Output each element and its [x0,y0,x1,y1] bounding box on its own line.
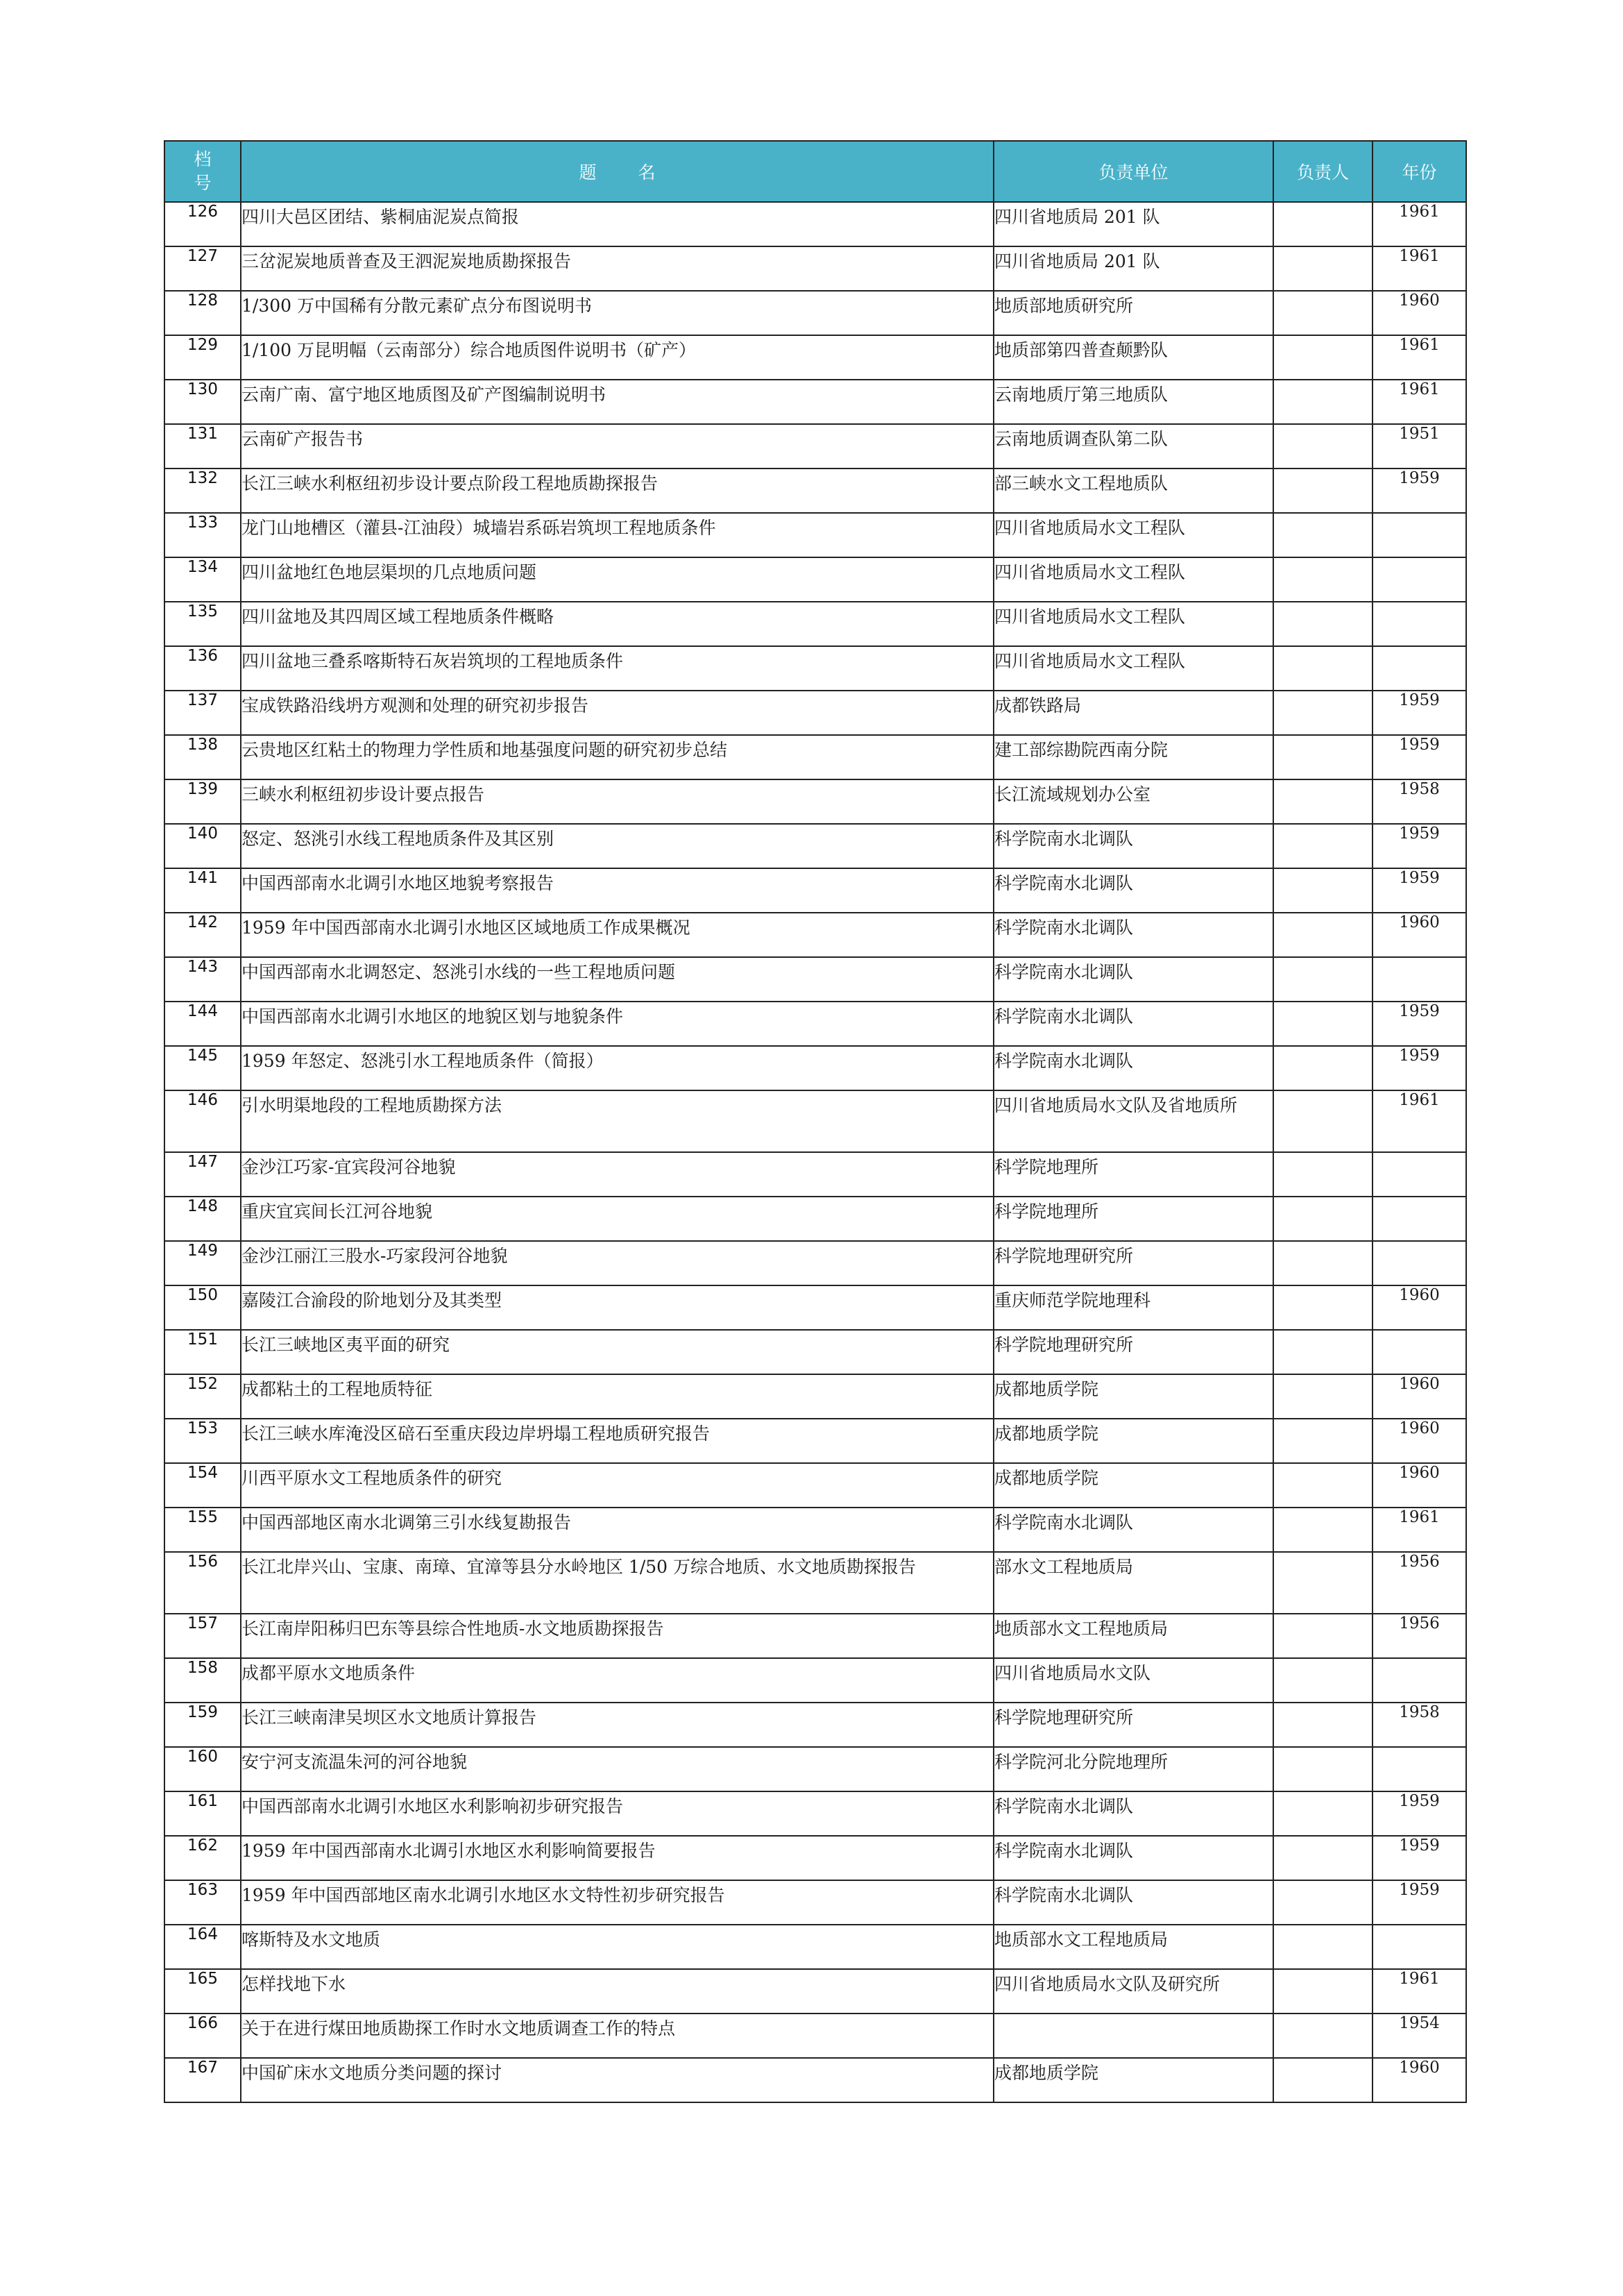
year-cell: 1959 [1373,1880,1466,1925]
table-row [164,1969,1466,2014]
responsible-unit-cell: 四川省地质局水文队及研究所 [994,1969,1273,2014]
title-cell: 中国矿床水文地质分类问题的探讨 [241,2058,994,2102]
responsible-unit-cell: 成都地质学院 [994,1374,1273,1419]
year-cell: 1960 [1373,913,1466,957]
year-cell [1373,957,1466,1002]
responsible-unit-cell: 科学院南水北调队 [994,913,1273,957]
title-cell: 长江三峡南津吴坝区水文地质计算报告 [241,1703,994,1747]
responsible-person-cell [1273,513,1373,557]
year-cell: 1961 [1373,380,1466,424]
responsible-unit-cell: 地质部水文工程地质局 [994,1925,1273,1969]
responsible-unit-cell: 科学院南水北调队 [994,1791,1273,1836]
archive-number-cell: 165 [164,1969,241,2014]
title-cell: 四川大邑区团结、紫桐庙泥炭点简报 [241,202,994,246]
table-row [164,380,1466,424]
responsible-unit-cell: 四川省地质局 201 队 [994,246,1273,291]
year-cell: 1958 [1373,779,1466,824]
year-cell: 1959 [1373,1046,1466,1090]
table-row [164,1285,1466,1330]
archive-number-cell: 147 [164,1152,241,1197]
table-row [164,1090,1466,1152]
archive-number-cell: 126 [164,202,241,246]
year-cell: 1959 [1373,824,1466,868]
year-cell: 1959 [1373,1002,1466,1046]
responsible-unit-cell: 建工部综勘院西南分院 [994,735,1273,779]
responsible-unit-cell: 长江流域规划办公室 [994,779,1273,824]
responsible-unit-cell: 地质部第四普查颠黔队 [994,335,1273,380]
year-cell: 1959 [1373,469,1466,513]
responsible-person-cell [1273,913,1373,957]
responsible-unit-cell: 科学院地理所 [994,1152,1273,1197]
responsible-unit-cell: 科学院地理所 [994,1197,1273,1241]
year-cell: 1956 [1373,1614,1466,1658]
title-cell: 长江北岸兴山、宝康、南璋、宜漳等县分水岭地区 1/50 万综合地质、水文地质勘探报告 [241,1552,994,1614]
responsible-person-cell [1273,1925,1373,1969]
table-row [164,957,1466,1002]
title-cell: 成都平原水文地质条件 [241,1658,994,1703]
archive-number-cell: 133 [164,513,241,557]
table-row [164,1552,1466,1614]
responsible-person-cell [1273,1791,1373,1836]
header-unit: 负责单位 [994,141,1273,202]
responsible-unit-cell: 科学院河北分院地理所 [994,1747,1273,1791]
table-body [164,202,1466,2102]
responsible-person-cell [1273,1090,1373,1152]
header-no-label: 档号 [194,149,212,193]
year-cell: 1960 [1373,291,1466,335]
responsible-unit-cell: 地质部地质研究所 [994,291,1273,335]
archive-number-cell: 158 [164,1658,241,1703]
responsible-person-cell [1273,380,1373,424]
title-cell: 1959 年中国西部地区南水北调引水地区水文特性初步研究报告 [241,1880,994,1925]
table-row [164,1614,1466,1658]
table-row [164,1241,1466,1285]
table-row [164,735,1466,779]
title-cell: 云南广南、富宁地区地质图及矿产图编制说明书 [241,380,994,424]
responsible-person-cell [1273,1419,1373,1463]
year-cell: 1959 [1373,1791,1466,1836]
archive-number-cell: 161 [164,1791,241,1836]
table-row [164,646,1466,691]
table-row [164,1463,1466,1508]
archive-number-cell: 129 [164,335,241,380]
table-row [164,1002,1466,1046]
title-cell: 三峡水利枢纽初步设计要点报告 [241,779,994,824]
archive-number-cell: 134 [164,557,241,602]
table-row [164,1925,1466,1969]
year-cell [1373,1925,1466,1969]
responsible-person-cell [1273,1463,1373,1508]
year-cell: 1951 [1373,424,1466,469]
archive-number-cell: 145 [164,1046,241,1090]
responsible-unit-cell: 四川省地质局水文工程队 [994,513,1273,557]
archive-number-cell: 148 [164,1197,241,1241]
year-cell: 1959 [1373,735,1466,779]
table-row [164,202,1466,246]
year-cell: 1960 [1373,1285,1466,1330]
table-row [164,913,1466,957]
responsible-person-cell [1273,246,1373,291]
responsible-person-cell [1273,1703,1373,1747]
archive-number-cell: 152 [164,1374,241,1419]
title-cell: 川西平原水文工程地质条件的研究 [241,1463,994,1508]
title-cell: 中国西部南水北调引水地区水利影响初步研究报告 [241,1791,994,1836]
year-cell: 1961 [1373,1969,1466,2014]
archive-number-cell: 132 [164,469,241,513]
title-cell: 中国西部南水北调怒定、怒洮引水线的一些工程地质问题 [241,957,994,1002]
responsible-unit-cell: 部三峡水文工程地质队 [994,469,1273,513]
archive-number-cell: 159 [164,1703,241,1747]
year-cell: 1959 [1373,868,1466,913]
responsible-person-cell [1273,557,1373,602]
table-row [164,1046,1466,1090]
responsible-person-cell [1273,1614,1373,1658]
title-cell: 金沙江巧家-宜宾段河谷地貌 [241,1152,994,1197]
year-cell: 1961 [1373,202,1466,246]
header-year: 年份 [1373,141,1466,202]
header-person: 负责人 [1273,141,1373,202]
title-cell: 云贵地区红粘土的物理力学性质和地基强度问题的研究初步总结 [241,735,994,779]
title-cell: 长江三峡水库淹没区碚石至重庆段边岸坍塌工程地质研究报告 [241,1419,994,1463]
table-row [164,1747,1466,1791]
year-cell: 1961 [1373,335,1466,380]
responsible-unit-cell: 地质部水文工程地质局 [994,1614,1273,1658]
title-cell: 1959 年中国西部南水北调引水地区水利影响简要报告 [241,1836,994,1880]
title-cell: 成都粘土的工程地质特征 [241,1374,994,1419]
archive-number-cell: 156 [164,1552,241,1614]
year-cell: 1958 [1373,1703,1466,1747]
title-cell: 喀斯特及水文地质 [241,1925,994,1969]
year-cell [1373,557,1466,602]
responsible-person-cell [1273,1046,1373,1090]
year-cell: 1961 [1373,246,1466,291]
year-cell [1373,1152,1466,1197]
table-row [164,2014,1466,2058]
archive-number-cell: 141 [164,868,241,913]
title-cell: 关于在进行煤田地质勘探工作时水文地质调查工作的特点 [241,2014,994,2058]
header-title: 题名 [241,141,994,202]
year-cell: 1959 [1373,691,1466,735]
responsible-person-cell [1273,735,1373,779]
table-row [164,602,1466,646]
year-cell [1373,1197,1466,1241]
responsible-unit-cell: 科学院地理研究所 [994,1330,1273,1374]
responsible-unit-cell: 科学院地理研究所 [994,1703,1273,1747]
responsible-person-cell [1273,646,1373,691]
responsible-person-cell [1273,1880,1373,1925]
archive-number-cell: 139 [164,779,241,824]
archive-number-cell: 153 [164,1419,241,1463]
title-cell: 中国西部南水北调引水地区的地貌区划与地貌条件 [241,1002,994,1046]
responsible-unit-cell: 成都地质学院 [994,1463,1273,1508]
archive-number-cell: 144 [164,1002,241,1046]
table-row [164,424,1466,469]
title-cell: 1/300 万中国稀有分散元素矿点分布图说明书 [241,291,994,335]
title-cell: 重庆宜宾间长江河谷地貌 [241,1197,994,1241]
year-cell: 1960 [1373,1419,1466,1463]
responsible-person-cell [1273,1197,1373,1241]
responsible-unit-cell: 四川省地质局水文工程队 [994,646,1273,691]
responsible-person-cell [1273,1969,1373,2014]
table-row [164,691,1466,735]
title-cell: 引水明渠地段的工程地质勘探方法 [241,1090,994,1152]
archive-number-cell: 167 [164,2058,241,2102]
table-row [164,1836,1466,1880]
title-cell: 四川盆地三叠系喀斯特石灰岩筑坝的工程地质条件 [241,646,994,691]
archive-number-cell: 150 [164,1285,241,1330]
table-row [164,1703,1466,1747]
title-cell: 宝成铁路沿线坍方观测和处理的研究初步报告 [241,691,994,735]
responsible-unit-cell: 云南地质厅第三地质队 [994,380,1273,424]
table-row [164,824,1466,868]
table-row [164,1152,1466,1197]
responsible-person-cell [1273,2014,1373,2058]
title-cell: 四川盆地及其四周区域工程地质条件概略 [241,602,994,646]
responsible-unit-cell: 四川省地质局 201 队 [994,202,1273,246]
table-row [164,557,1466,602]
responsible-unit-cell: 四川省地质局水文工程队 [994,602,1273,646]
responsible-person-cell [1273,1002,1373,1046]
year-cell: 1960 [1373,2058,1466,2102]
responsible-person-cell [1273,691,1373,735]
responsible-person-cell [1273,335,1373,380]
header-row [164,141,1466,202]
year-cell: 1959 [1373,1836,1466,1880]
year-cell [1373,646,1466,691]
responsible-person-cell [1273,602,1373,646]
year-cell: 1961 [1373,1508,1466,1552]
table-row [164,779,1466,824]
archive-number-cell: 157 [164,1614,241,1658]
table-row [164,1197,1466,1241]
responsible-unit-cell: 重庆师范学院地理科 [994,1285,1273,1330]
title-cell: 四川盆地红色地层渠坝的几点地质问题 [241,557,994,602]
title-cell: 龙门山地槽区（灌县-江油段）城墙岩系砾岩筑坝工程地质条件 [241,513,994,557]
archive-number-cell: 163 [164,1880,241,1925]
responsible-unit-cell: 科学院南水北调队 [994,1836,1273,1880]
year-cell [1373,513,1466,557]
table-row [164,1374,1466,1419]
title-cell: 长江南岸阳秭归巴东等县综合性地质-水文地质勘探报告 [241,1614,994,1658]
responsible-person-cell [1273,469,1373,513]
archive-number-cell: 146 [164,1090,241,1152]
responsible-unit-cell: 云南地质调查队第二队 [994,424,1273,469]
archive-number-cell: 128 [164,291,241,335]
title-cell: 安宁河支流温朱河的河谷地貌 [241,1747,994,1791]
archive-number-cell: 160 [164,1747,241,1791]
responsible-person-cell [1273,1747,1373,1791]
title-cell: 中国西部地区南水北调第三引水线复勘报告 [241,1508,994,1552]
title-cell: 怒定、怒洮引水线工程地质条件及其区别 [241,824,994,868]
responsible-person-cell [1273,1658,1373,1703]
table-row [164,513,1466,557]
responsible-person-cell [1273,2058,1373,2102]
table-row [164,1508,1466,1552]
table-row [164,1419,1466,1463]
table-row [164,469,1466,513]
year-cell [1373,1747,1466,1791]
table-row [164,1880,1466,1925]
year-cell: 1954 [1373,2014,1466,2058]
archive-number-cell: 138 [164,735,241,779]
title-cell: 金沙江丽江三股水-巧家段河谷地貌 [241,1241,994,1285]
responsible-unit-cell: 科学院南水北调队 [994,1880,1273,1925]
table-row [164,335,1466,380]
table-row [164,868,1466,913]
responsible-person-cell [1273,868,1373,913]
year-cell [1373,1241,1466,1285]
responsible-person-cell [1273,1152,1373,1197]
archive-number-cell: 164 [164,1925,241,1969]
responsible-unit-cell: 部水文工程地质局 [994,1552,1273,1614]
responsible-person-cell [1273,1552,1373,1614]
table-row [164,2058,1466,2102]
table-row [164,291,1466,335]
archive-number-cell: 130 [164,380,241,424]
responsible-unit-cell: 四川省地质局水文工程队 [994,557,1273,602]
year-cell [1373,1658,1466,1703]
archive-number-cell: 127 [164,246,241,291]
responsible-unit-cell: 科学院南水北调队 [994,957,1273,1002]
responsible-person-cell [1273,957,1373,1002]
responsible-unit-cell: 四川省地质局水文队 [994,1658,1273,1703]
title-cell: 1/100 万昆明幅（云南部分）综合地质图件说明书（矿产） [241,335,994,380]
year-cell [1373,1330,1466,1374]
archive-number-cell: 140 [164,824,241,868]
archive-number-cell: 136 [164,646,241,691]
archive-number-cell: 135 [164,602,241,646]
responsible-person-cell [1273,1241,1373,1285]
title-cell: 1959 年怒定、怒洮引水工程地质条件（简报） [241,1046,994,1090]
responsible-unit-cell: 科学院南水北调队 [994,1002,1273,1046]
responsible-unit-cell: 成都地质学院 [994,1419,1273,1463]
responsible-person-cell [1273,779,1373,824]
responsible-unit-cell: 四川省地质局水文队及省地质所 [994,1090,1273,1152]
archive-number-cell: 137 [164,691,241,735]
responsible-unit-cell: 科学院南水北调队 [994,1046,1273,1090]
title-cell: 嘉陵江合渝段的阶地划分及其类型 [241,1285,994,1330]
archive-number-cell: 154 [164,1463,241,1508]
year-cell: 1961 [1373,1090,1466,1152]
responsible-person-cell [1273,1374,1373,1419]
responsible-unit-cell: 科学院南水北调队 [994,1508,1273,1552]
archive-number-cell: 162 [164,1836,241,1880]
year-cell: 1956 [1373,1552,1466,1614]
archive-number-cell: 155 [164,1508,241,1552]
responsible-unit-cell: 科学院南水北调队 [994,824,1273,868]
archive-number-cell: 143 [164,957,241,1002]
title-cell: 三岔泥炭地质普查及王泗泥炭地质勘探报告 [241,246,994,291]
title-cell: 长江三峡地区夷平面的研究 [241,1330,994,1374]
title-cell: 云南矿产报告书 [241,424,994,469]
year-cell [1373,602,1466,646]
responsible-person-cell [1273,1330,1373,1374]
responsible-person-cell [1273,1508,1373,1552]
responsible-unit-cell: 成都铁路局 [994,691,1273,735]
header-no [164,141,241,202]
title-cell: 1959 年中国西部南水北调引水地区区域地质工作成果概况 [241,913,994,957]
archive-number-cell: 166 [164,2014,241,2058]
table-row [164,1658,1466,1703]
year-cell: 1960 [1373,1374,1466,1419]
archive-number-cell: 149 [164,1241,241,1285]
responsible-person-cell [1273,424,1373,469]
table-row [164,1791,1466,1836]
archive-number-cell: 151 [164,1330,241,1374]
title-cell: 怎样找地下水 [241,1969,994,2014]
title-cell: 中国西部南水北调引水地区地貌考察报告 [241,868,994,913]
responsible-person-cell [1273,291,1373,335]
archive-number-cell: 131 [164,424,241,469]
responsible-person-cell [1273,1285,1373,1330]
title-cell: 长江三峡水利枢纽初步设计要点阶段工程地质勘探报告 [241,469,994,513]
responsible-unit-cell [994,2014,1273,2058]
responsible-unit-cell: 科学院南水北调队 [994,868,1273,913]
year-cell: 1960 [1373,1463,1466,1508]
table-row [164,246,1466,291]
responsible-person-cell [1273,1836,1373,1880]
archive-number-cell: 142 [164,913,241,957]
responsible-unit-cell: 成都地质学院 [994,2058,1273,2102]
responsible-unit-cell: 科学院地理研究所 [994,1241,1273,1285]
responsible-person-cell [1273,202,1373,246]
archive-catalog-table [164,140,1467,2103]
responsible-person-cell [1273,824,1373,868]
table-row [164,1330,1466,1374]
